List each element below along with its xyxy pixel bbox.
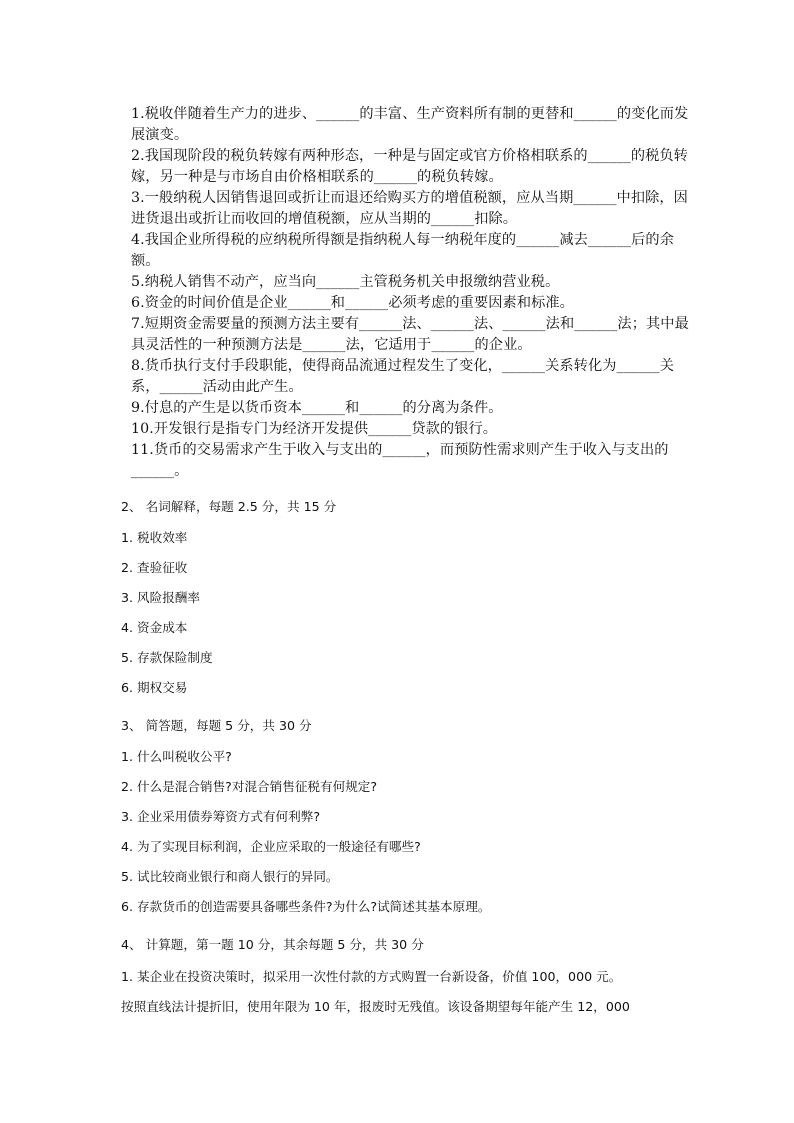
- term-item: 2. 查验征收: [121, 560, 188, 575]
- fill-blank-question-8: 8.货币执行支付手段职能，使得商品流通过程发生了变化，______关系转化为______关系，______活动由此产生。: [131, 358, 674, 395]
- fill-blank-question-1: 1.税收伴随着生产力的进步、______的丰富、生产资料所有制的更替和______的变化而发展演变。: [131, 106, 689, 143]
- section-4-heading: 4、 计算题，第一题 10 分，其余每题 5 分，共 30 分: [121, 937, 424, 952]
- fill-blank-question-7: 7.短期资金需要量的预测方法主要有______法、______法、______法和______法；其中最具灵活性的一种预测方法是______法，它适用于______的企业。: [131, 316, 689, 353]
- section-3-heading: 3、 简答题，每题 5 分，共 30 分: [121, 718, 312, 733]
- question-item: 5. 试比较商业银行和商人银行的异同。: [121, 869, 339, 884]
- section-2-heading: 2、 名词解释，每题 2.5 分，共 15 分: [121, 499, 337, 514]
- question-item: 4. 为了实现目标利润，企业应采取的一般途径有哪些?: [121, 839, 421, 854]
- question-item: 3. 企业采用债券筹资方式有何利弊?: [121, 809, 321, 824]
- fill-blank-question-5: 5.纳税人销售不动产，应当向______主管税务机关申报缴纳营业税。: [131, 274, 560, 290]
- question-item: 1. 什么叫税收公平?: [121, 749, 232, 764]
- term-item: 3. 风险报酬率: [121, 590, 200, 605]
- fill-blank-question-10: 10.开发银行是指专门为经济开发提供______贷款的银行。: [131, 421, 498, 437]
- term-item: 5. 存款保险制度: [121, 650, 213, 665]
- term-item: 1. 税收效率: [121, 530, 188, 545]
- section-4-problem-1: [121, 962, 681, 1022]
- fill-blank-question-9: 9.付息的产生是以货币资本______和______的分离为条件。: [131, 400, 503, 416]
- problem-text-line: 按照直线法计提折旧，使用年限为 10 年，报废时无残值。该设备期望每年能产生 12，000: [121, 999, 630, 1014]
- question-item: 2. 什么是混合销售?对混合销售征税有何规定?: [121, 779, 378, 794]
- question-item: 6. 存款货币的创造需要具备哪些条件?为什么?试简述其基本原理。: [121, 899, 491, 914]
- term-item: 4. 资金成本: [121, 620, 188, 635]
- term-item: 6. 期权交易: [121, 680, 188, 695]
- fill-blank-question-4: 4.我国企业所得税的应纳税所得额是指纳税人每一纳税年度的______减去______后的余额。: [131, 232, 674, 269]
- section-3-list: [121, 742, 681, 922]
- fill-blank-question-3: 3.一般纳税人因销售退回或折让而退还给购买方的增值税额，应从当期______中扣除，因进货退出或折让而收回的增值税额，应从当期的______扣除。: [131, 190, 688, 227]
- fill-blank-question-2: 2.我国现阶段的税负转嫁有两种形态，一种是与固定或官方价格相联系的______的税负转嫁，另一种是与市场自由价格相联系的______的税负转嫁。: [131, 148, 688, 185]
- problem-text-line: 1. 某企业在投资决策时，拟采用一次性付款的方式购置一台新设备，价值 100，000 元。: [121, 969, 622, 984]
- fill-blank-question-6: 6.资金的时间价值是企业______和______必须考虑的重要因素和标准。: [131, 295, 574, 311]
- fill-in-blank-questions: [131, 104, 691, 482]
- fill-blank-question-11: 11.货币的交易需求产生于收入与支出的______，而预防性需求则产生于收入与支出的______。: [131, 442, 669, 479]
- section-2-list: [121, 523, 681, 703]
